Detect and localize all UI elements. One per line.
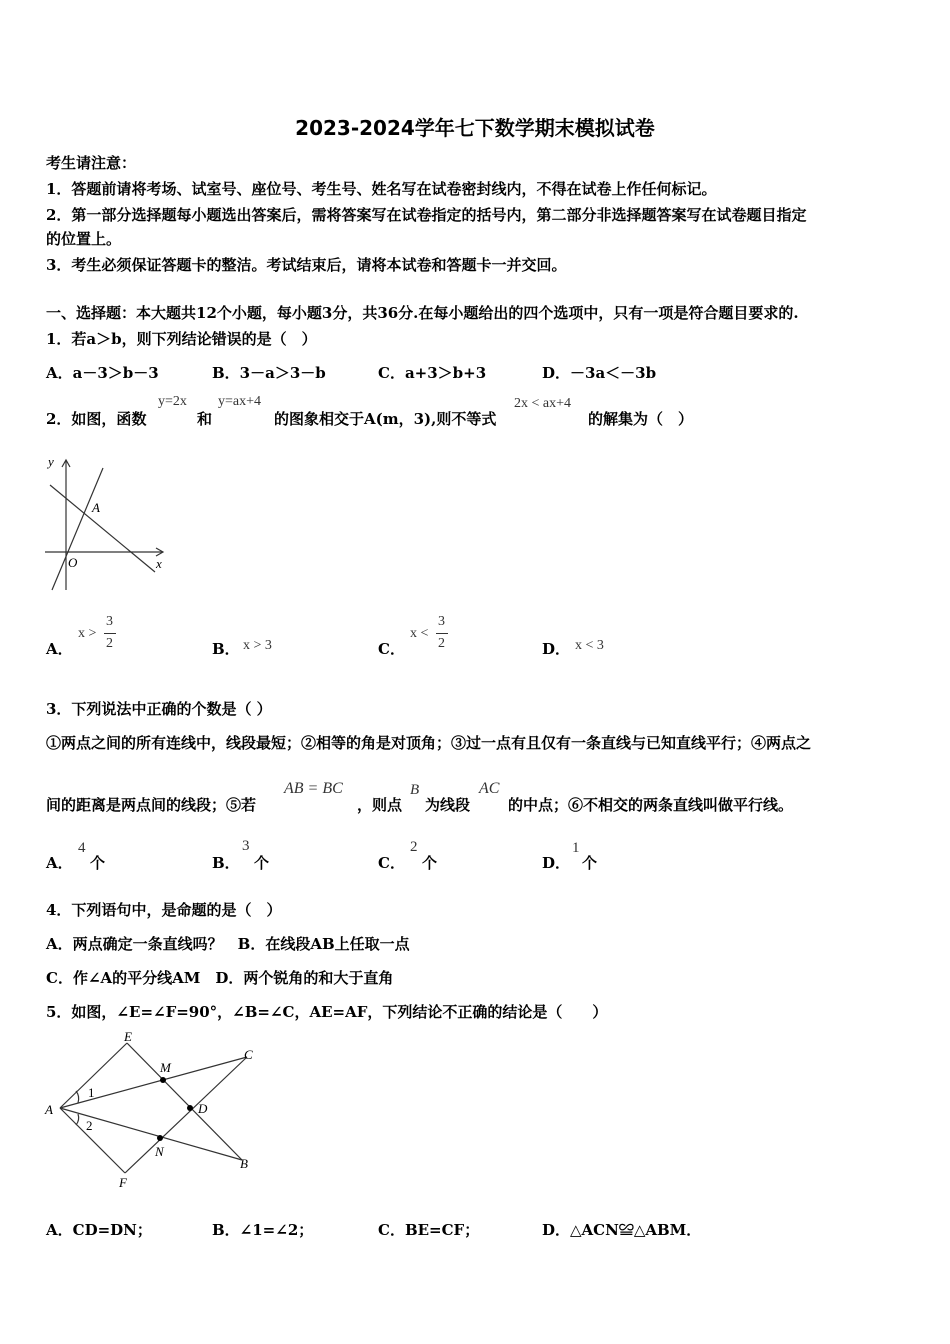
y-label: y: [48, 454, 54, 469]
q3-stem: 3．下列说法中正确的个数是（ ）: [46, 700, 272, 718]
q4-options: A．两点确定一条直线吗？ B．在线段AB上任取一点: [46, 935, 410, 953]
fraction-bar: [436, 633, 448, 634]
q1-option-a: A．a－3＞b－3: [46, 364, 159, 382]
q3-option-d: D．: [542, 854, 571, 872]
q2-stem: 2．如图，函数: [46, 410, 147, 428]
q3-option-b: B．: [212, 854, 240, 872]
q2-formula: y=ax+4: [218, 394, 262, 409]
label-n: N: [155, 1144, 164, 1159]
line-y-ax4: [50, 485, 155, 572]
notice-item: 1．答题前请将考场、试室号、座位号、考生号、姓名写在试卷密封线内，不得在试卷上作任何标记。: [46, 180, 717, 198]
fraction-den: 2: [438, 636, 445, 651]
q2-formula: y=2x: [158, 394, 187, 409]
q2-option-b: B．: [212, 640, 240, 658]
q2-option-a-expr: x >: [78, 626, 97, 641]
q2-option-c-expr: x <: [410, 626, 429, 641]
q3-option-value: 1: [572, 840, 580, 856]
q3-option-unit: 个: [582, 854, 598, 872]
q1-option-c: C．a+3＞b+3: [378, 364, 487, 382]
q3-line: ，则点: [357, 796, 403, 814]
figure-mark: [160, 1077, 166, 1083]
figure-mark: [60, 1043, 247, 1173]
x-label: x: [156, 556, 162, 571]
label-c: C: [244, 1047, 253, 1062]
q3-option-a: A．: [46, 854, 73, 872]
figure-mark: [45, 460, 163, 590]
figure-mark: [127, 1043, 242, 1160]
fraction-den: 2: [106, 636, 113, 651]
q2-formula: 2x < ax+4: [514, 396, 572, 411]
label-e: E: [124, 1029, 132, 1044]
q3-option-value: 2: [410, 839, 418, 855]
fraction-bar: [104, 633, 116, 634]
q3-math: AC: [479, 780, 500, 797]
label-b: B: [240, 1156, 248, 1171]
fraction-num: 3: [438, 614, 445, 629]
q3-line: ①两点之间的所有连线中，线段最短；②相等的角是对顶角；③过一点有且仅有一条直线与已知直线平行；④两点之: [46, 734, 812, 752]
q3-option-c: C．: [378, 854, 405, 872]
q3-math: AB = BC: [284, 780, 343, 797]
label-d: D: [198, 1101, 208, 1116]
label-a: A: [45, 1102, 53, 1117]
q3-option-unit: 个: [90, 854, 106, 872]
q5-option-c: C．BE=CF；: [378, 1221, 480, 1239]
angle-2-label: 2: [86, 1118, 93, 1133]
q3-option-unit: 个: [254, 854, 270, 872]
point-a-label: A: [92, 500, 100, 515]
figure-mark: [62, 460, 70, 467]
q2-stem: 的图象相交于A(m，3),则不等式: [274, 410, 497, 428]
q1-option-b: B．3－a＞3－b: [212, 364, 326, 382]
q3-option-value: 3: [242, 838, 250, 854]
figure-mark: [60, 1043, 127, 1108]
q4-options: C．作∠A的平分线AM D．两个锐角的和大于直角: [46, 969, 394, 987]
q5-option-a: A．CD=DN；: [46, 1221, 152, 1239]
notice-item: 3．考生必须保证答题卡的整洁。考试结束后，请将本试卷和答题卡一并交回。: [46, 256, 567, 274]
notice-heading: 考生请注意：: [46, 154, 137, 172]
q2-option-b-expr: x > 3: [243, 638, 272, 653]
q2-option-d: D．: [542, 640, 571, 658]
q5-option-b: B．∠1=∠2；: [212, 1221, 314, 1239]
notice-item: 的位置上。: [46, 230, 122, 248]
label-m: M: [160, 1060, 171, 1075]
q2-option-d-expr: x < 3: [575, 638, 604, 653]
page-title: 2023-2024学年七下数学期末模拟试卷: [295, 116, 655, 140]
q3-option-value: 4: [78, 840, 86, 856]
figure-mark: [60, 1108, 242, 1160]
figure-mark: [156, 548, 163, 556]
q1-option-d: D．－3a＜－3b: [542, 364, 657, 382]
line-y-2x: [52, 468, 103, 590]
figure-mark: [76, 1114, 79, 1125]
figure-mark: [187, 1105, 193, 1111]
q5-stem: 5．如图，∠E=∠F=90°，∠B=∠C，AE=AF，下列结论不正确的结论是（ ）: [46, 1003, 608, 1021]
q4-stem: 4．下列语句中，是命题的是（ ）: [46, 901, 282, 919]
figure-mark: [60, 1108, 125, 1173]
figure-mark: [60, 1057, 247, 1108]
figure-mark: [76, 1091, 79, 1103]
q2-option-c: C．: [378, 640, 405, 658]
q2-option-a: A．: [46, 640, 73, 658]
q3-math: B: [410, 782, 420, 798]
q3-line: 的中点；⑥不相交的两条直线叫做平行线。: [508, 796, 794, 814]
q3-line: 间的距离是两点间的线段；⑤若: [46, 796, 257, 814]
label-f: F: [119, 1175, 127, 1190]
q1-stem: 1．若a＞b，则下列结论错误的是（ ）: [46, 330, 317, 348]
angle-1-label: 1: [88, 1085, 95, 1100]
fraction-num: 3: [106, 614, 113, 629]
section-heading: 一、选择题：本大题共12个小题，每小题3分，共36分.在每小题给出的四个选项中，只有一项是符合题目要求的.: [46, 304, 799, 322]
figure-mark: [125, 1057, 247, 1173]
q3-option-unit: 个: [422, 854, 438, 872]
notice-item: 2．第一部分选择题每小题选出答案后，需将答案写在试卷指定的括号内，第二部分非选择题答案写在试卷题目指定: [46, 206, 807, 224]
q5-option-d: D．△ACN≌△ABM．: [542, 1221, 702, 1239]
figure-mark: [157, 1077, 193, 1141]
q2-stem: 和: [197, 410, 213, 428]
q3-line: 为线段: [425, 796, 471, 814]
origin-label: O: [68, 555, 78, 570]
q2-stem: 的解集为（ ）: [588, 410, 694, 428]
figure-mark: [157, 1135, 163, 1141]
